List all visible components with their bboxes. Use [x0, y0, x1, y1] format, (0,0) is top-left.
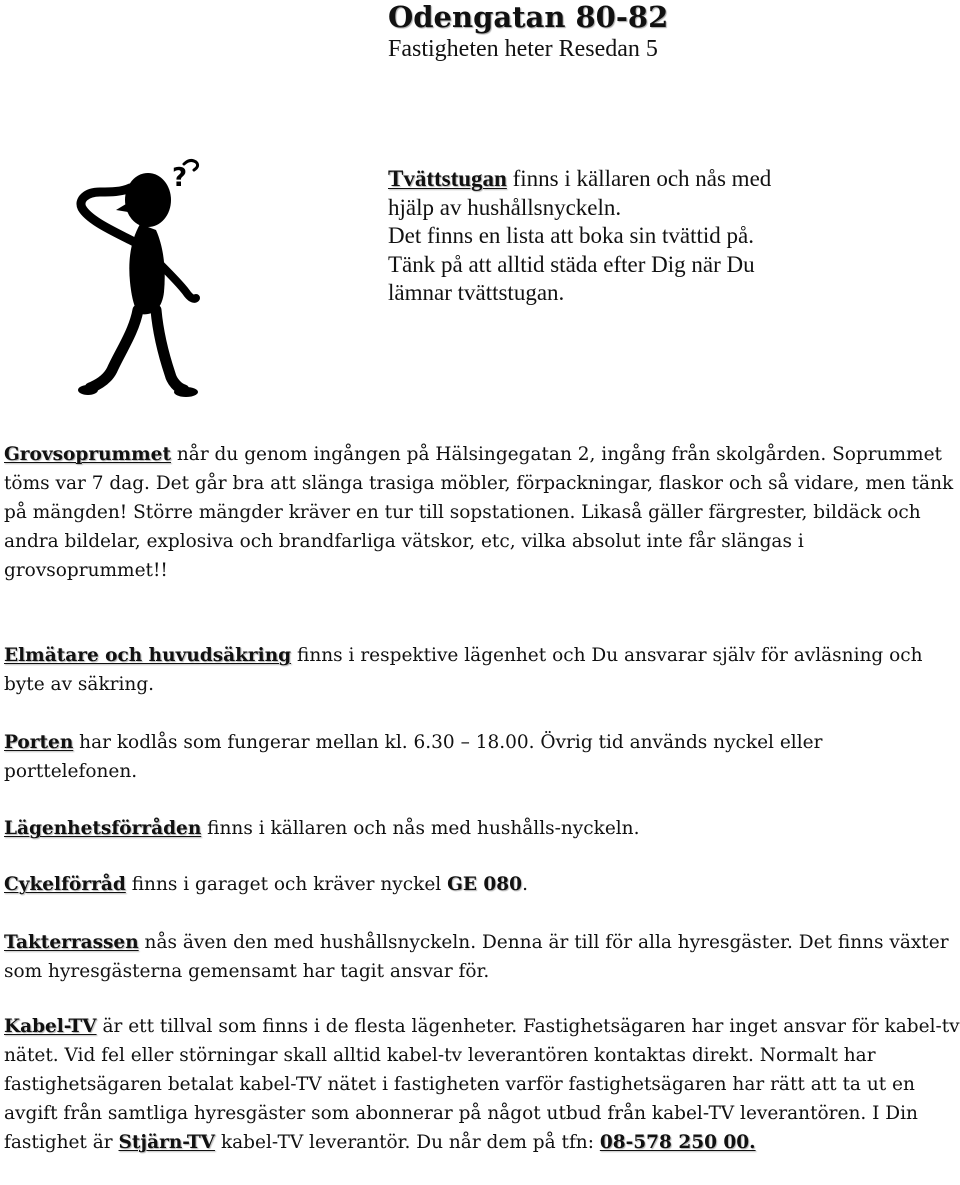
cykel-end: . — [522, 874, 528, 895]
section-porten — [4, 728, 960, 786]
thinking-person-icon — [60, 152, 220, 402]
laundry-line-1: finns i källaren och nås med — [512, 166, 772, 191]
cykel-text: finns i garaget och kräver nyckel — [131, 874, 442, 895]
section-takterrass — [4, 928, 960, 986]
cykel-keyword: Cykelförråd — [4, 874, 126, 895]
laundry-line-5: lämnar tvättstugan. — [388, 280, 565, 305]
laundry-line-4: Tänk på att alltid städa efter Dig när Du — [388, 251, 755, 277]
kabeltv-provider: Stjärn-TV — [118, 1132, 216, 1153]
cykel-key-code: GE 080 — [447, 874, 523, 895]
elmatare-keyword: Elmätare och huvudsäkring — [4, 645, 292, 666]
page-title: Odengatan 80-82 — [388, 0, 669, 34]
forrad-text: finns i källaren och nås med hushålls-nyckeln. — [207, 818, 640, 839]
page-subtitle: Fastigheten heter Resedan 5 — [388, 36, 658, 62]
kabeltv-keyword: Kabel-TV — [4, 1016, 97, 1037]
section-elmatare — [4, 641, 960, 699]
elmatare-text: finns i respektive lägenhet och Du ansvarar själv för avläsning och byte av säkring. — [4, 645, 923, 695]
laundry-keyword: Tvättstugan — [388, 166, 507, 191]
kabeltv-text-2: kabel-TV leverantör. Du når dem på tfn: — [220, 1132, 594, 1153]
grovsoprum-text: når du genom ingången på Hälsingegatan 2, ingång från skolgården. Soprummet töms var 7 dag. Det går bra att slänga trasiga möbler, förpackningar, flaskor och så vidare, men tänk på mängden! Större mängder kräver en tur till sopstationen. Likaså gäller färgrester, bildäck och andra bildelar, explosiva och brandfarliga vätskor, etc, vilka absolut inte får slängas i grovsoprummet!! — [4, 444, 954, 581]
porten-text: har kodlås som fungerar mellan kl. 6.30 – 18.00. Övrig tid används nyckel eller porttelefonen. — [4, 732, 823, 782]
section-kabeltv — [4, 1012, 960, 1157]
section-grovsoprum — [4, 440, 960, 585]
laundry-line-2: hjälp av hushållsnyckeln. — [388, 194, 622, 220]
section-forrad — [4, 814, 960, 843]
kabeltv-text: är ett tillval som finns i de flesta lägenheter. Fastighetsägaren har inget ansvar för kabel-tv nätet. Vid fel eller störningar skall alltid kabel-tv leverantören kontaktas direkt. Normalt har fastighetsägaren betalat kabel-TV nätet i fastigheten varför fastighetsägaren har rätt att ta ut en avgift från samtliga hyresgäster som abonnerar på något utbud från kabel-TV leverantören. I Din fastighet är — [4, 1016, 960, 1153]
grovsoprum-keyword: Grovsoprummet — [4, 444, 171, 465]
svg-text:?: ? — [172, 163, 188, 193]
takterrass-text: nås även den med hushållsnyckeln. Denna är till för alla hyresgäster. Det finns växter som hyresgästerna gemensamt har tagit ansvar för. — [4, 932, 949, 982]
section-cykel — [4, 870, 960, 899]
forrad-keyword: Lägenhetsförråden — [4, 818, 202, 839]
kabeltv-phone: 08-578 250 00. — [599, 1132, 756, 1153]
takterrass-keyword: Takterrassen — [4, 932, 139, 953]
porten-keyword: Porten — [4, 732, 74, 753]
laundry-intro — [388, 165, 908, 308]
laundry-line-3: Det finns en lista att boka sin tvättid på. — [388, 223, 755, 248]
